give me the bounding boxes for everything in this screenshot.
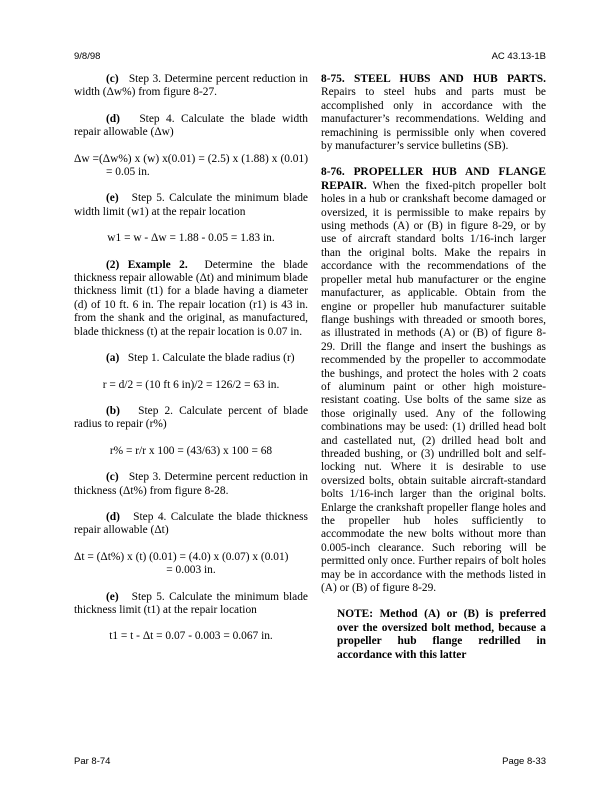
- step-c-width: (c) Step 3. Determine percent reduction in width (Δw%) from figure 8-27.: [74, 73, 308, 99]
- right-column: [321, 73, 546, 662]
- section-8-76: 8-76. PROPELLER HUB AND FLANGE REPAIR. When the fixed-pitch propeller bolt holes in a hub or crankshaft become damaged or oversized, it is permissible to make repairs by using methods (A) or (B) in figure 8-29, or by use of aircraft standard bolts 1/16-inch larger than the original bolts. Make the repairs in accordance with the recommendations of the propeller metal hub manufacturer or the engine manufacturer, as applicable. Obtain from the engine or propeller hub manufacturer suitable flange bushings with threaded or smooth bores, as illustrated in methods (A) or (B) of figure 8-29. Drill the flange and insert the bushings as recommended by the propeller to accommodate the bushings, and protect the holes with 2 coats of aluminum paint or other high moisture-resistant coating. Use bolts of the same size as those originally used. Any of the following combinations may be used: (1) drilled head bolt and castellated nut, (2) drilled head bolt and threaded bushing, or (3) undrilled bolt and self-locking nut. Where it is desirable to use oversized bolts, obtain suitable aircraft-standard bolts 1/16-inch larger than the original bolts. Enlarge the crankshaft propeller flange holes and the propeller hub holes sufficiently to accommodate the new bolts without more than 0.005-inch clearance. Such reboring will be permitted only once. Further repairs of bolt holes may be in accordance with the methods listed in (A) or (B) of figure 8-29.: [321, 166, 546, 595]
- note-method: NOTE: Method (A) or (B) is preferred over the oversized bolt method, because a propeller hub flange redrilled in accordance with this latter: [337, 608, 546, 661]
- example-2: (2) Example 2. Determine the blade thickness repair allowable (Δt) and minimum blade thickness limit (t1) for a blade having a diameter (d) of 10 ft. 6 in. The repair location (r1) is 43 in. from the shank and the original, as manufactured, blade thickness (t) at the repair location is 0.07 in.: [74, 258, 308, 338]
- header-doc-id: AC 43.13-1B: [491, 51, 546, 62]
- equation-r: r = d/2 = (10 ft 6 in)/2 = 126/2 = 63 in.: [102, 378, 280, 391]
- section-8-75: 8-75. STEEL HUBS AND HUB PARTS. Repairs to steel hubs and parts must be accomplished only in accordance with the manufacturer’s recommendations. Welding and remachining is permissible only when covered by manufacturer’s service bulletins (SB).: [321, 73, 546, 153]
- step-e-thickness: (e) Step 5. Calculate the minimum blade thickness limit (t1) at the repair location: [74, 590, 308, 616]
- footer-page: Page 8-33: [502, 756, 546, 767]
- step-a-radius: (a) Step 1. Calculate the blade radius (r): [106, 352, 295, 365]
- equation-t1: t1 = t - Δt = 0.07 - 0.003 = 0.067 in.: [109, 630, 273, 643]
- left-column: [74, 73, 308, 644]
- header-date: 9/8/98: [74, 51, 101, 62]
- footer-par: Par 8-74: [74, 756, 111, 767]
- equation-r-percent: r% = r/r x 100 = (43/63) x 100 = 68: [109, 444, 273, 457]
- step-b-radius: (b) Step 2. Calculate percent of blade radius to repair (r%): [74, 404, 309, 431]
- step-e-width: (e) Step 5. Calculate the minimum blade width limit (w1) at the repair location: [74, 192, 308, 218]
- step-d-width: (d) Step 4. Calculate the blade width repair allowable (Δw): [74, 112, 308, 139]
- equation-delta-t: Δt = (Δt%) x (t) (0.01) = (4.0) x (0.07) x (0.01): [74, 550, 289, 563]
- equation-delta-w: Δw =(Δw%) x (w) x(0.01) = (2.5) x (1.88) x (0.01) = 0.05 in.: [74, 152, 308, 179]
- equation-w1: w1 = w - Δw = 1.88 - 0.05 = 1.83 in.: [107, 232, 275, 245]
- equation-delta-t-result: = 0.003 in.: [166, 564, 216, 577]
- step-c-thickness: (c) Step 3. Determine percent reduction in thickness (Δt%) from figure 8-28.: [74, 471, 308, 497]
- section-8-76-heading: 8-76. PROPELLER HUB AND FLANGE REPAIR.: [321, 166, 546, 192]
- step-d-thickness: (d) Step 4. Calculate the blade thickness repair allowable (Δt): [74, 510, 308, 537]
- section-8-75-heading: 8-75. STEEL HUBS AND HUB PARTS.: [321, 73, 546, 85]
